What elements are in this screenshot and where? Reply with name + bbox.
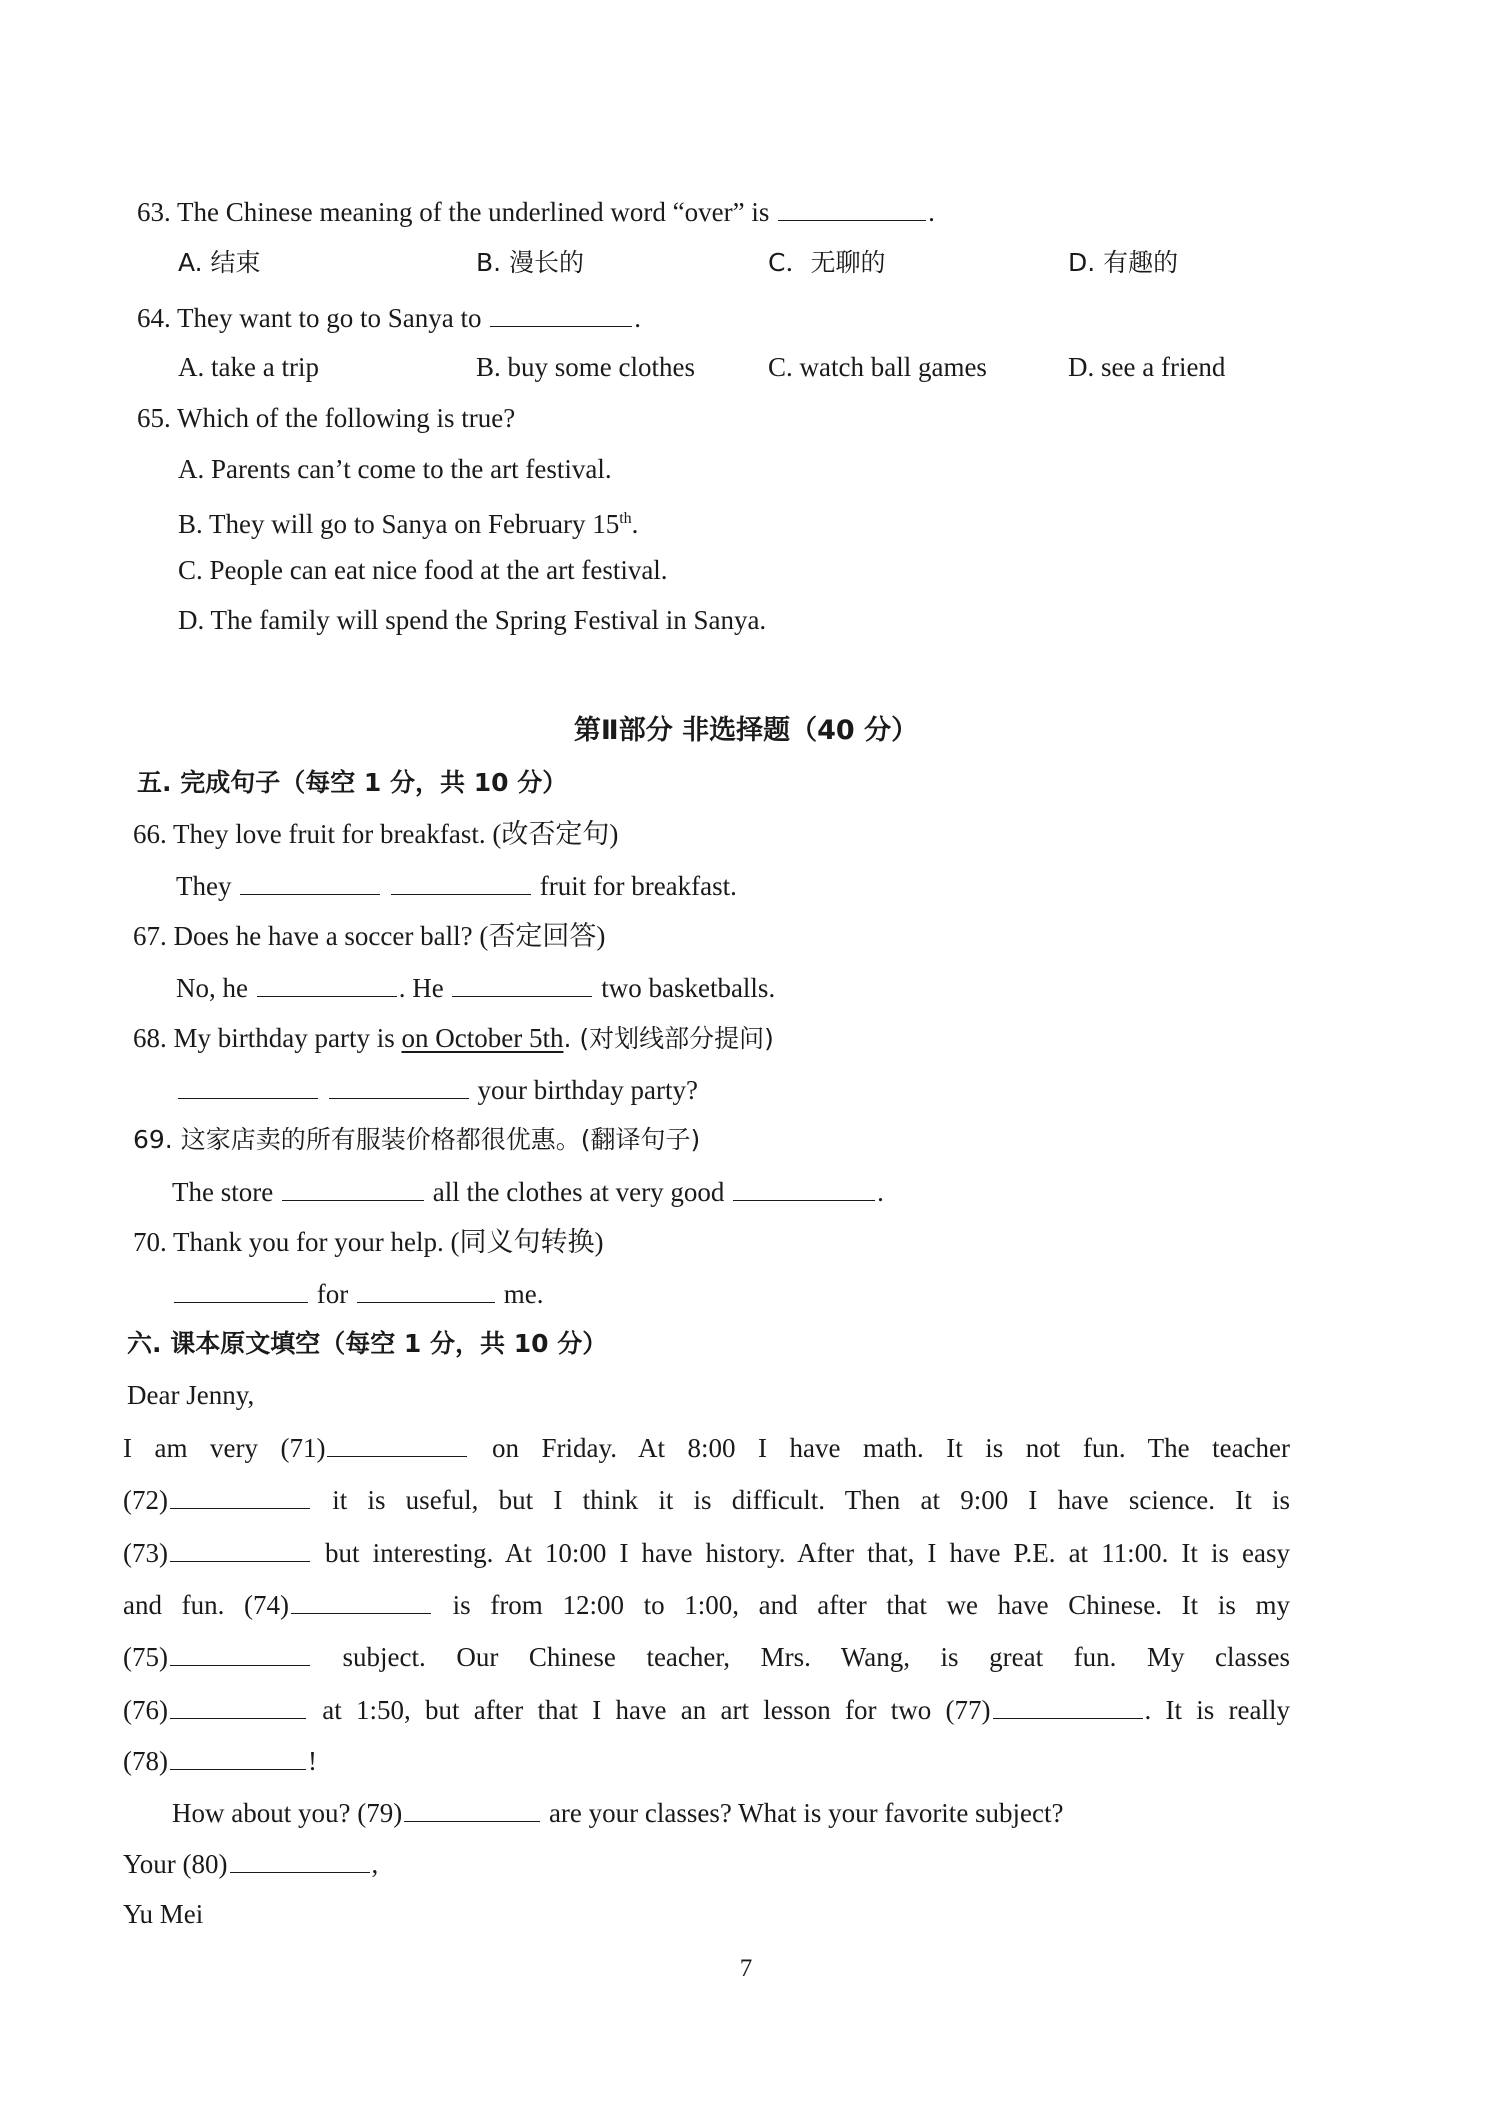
- q65-option-b-text: B. They will go to Sanya on February 15: [178, 509, 620, 539]
- blank-72[interactable]: [170, 1482, 310, 1509]
- blank-80-label: Your (80): [123, 1849, 228, 1879]
- q64-option-c[interactable]: C. watch ball games: [768, 352, 987, 382]
- blank-77[interactable]: [993, 1692, 1143, 1719]
- q69-blank-2[interactable]: [733, 1174, 875, 1201]
- q64-option-d[interactable]: D. see a friend: [1068, 352, 1226, 382]
- q70-answer-line: [172, 1276, 543, 1311]
- q64-stem: [137, 300, 641, 335]
- blank-79[interactable]: [404, 1795, 540, 1822]
- q64-blank[interactable]: [490, 300, 632, 327]
- q63-option-c[interactable]: C．无聊的: [768, 248, 886, 277]
- q63-end: .: [928, 197, 935, 227]
- letter-line-6-text: at 1:50, but after that I have an art lesson for two (77): [307, 1695, 991, 1725]
- q67-prefix: No, he: [176, 973, 248, 1003]
- letter-line-7: [123, 1743, 317, 1778]
- letter-greeting: Dear Jenny,: [127, 1380, 255, 1410]
- blank-79-label: How about you? (79): [172, 1798, 403, 1828]
- q68-blank-2[interactable]: [329, 1072, 469, 1099]
- q63-option-b[interactable]: B. 漫长的: [476, 248, 585, 277]
- q66-blank-2[interactable]: [391, 868, 531, 895]
- letter-line-5: [123, 1639, 1290, 1674]
- q64-option-a[interactable]: A. take a trip: [178, 352, 319, 382]
- q67-blank-1[interactable]: [257, 970, 397, 997]
- q70-middle: for: [316, 1279, 349, 1309]
- q70-end: me.: [503, 1279, 544, 1309]
- q67-blank-2[interactable]: [452, 970, 592, 997]
- blank-72-label: (72): [123, 1485, 168, 1515]
- q67-middle: . He: [398, 973, 444, 1003]
- q64-stem-text: 64. They want to go to Sanya to: [137, 303, 482, 333]
- q65-option-b-sup: th: [619, 510, 632, 527]
- letter-signature: Yu Mei: [123, 1899, 204, 1929]
- q67-stem: 67. Does he have a soccer ball? (否定回答): [133, 921, 606, 951]
- q68-stem: [133, 1021, 774, 1056]
- blank-73[interactable]: [170, 1535, 310, 1562]
- q68-underlined-phrase: on October 5th: [401, 1023, 564, 1053]
- q67-answer-line: [176, 970, 775, 1005]
- q64-end: .: [634, 303, 641, 333]
- blank-73-label: (73): [123, 1538, 168, 1568]
- q65-option-a[interactable]: A. Parents can’t come to the art festival.: [178, 454, 612, 484]
- page-number: 7: [739, 1955, 753, 1982]
- blank-75[interactable]: [170, 1639, 310, 1666]
- q65-stem: 65. Which of the following is true?: [137, 403, 516, 433]
- q66-suffix: fruit for breakfast.: [539, 871, 737, 901]
- blank-75-label: (75): [123, 1642, 168, 1672]
- q69-prefix: The store: [172, 1177, 274, 1207]
- part2-title: 第Ⅱ部分 非选择题（40 分）: [573, 715, 919, 746]
- letter-line-2-text: it is useful, but I think it is difficult. Then at 9:00 I have science. It is: [311, 1485, 1290, 1515]
- blank-71[interactable]: [327, 1430, 467, 1457]
- q66-blank-1[interactable]: [240, 868, 380, 895]
- q70-blank-1[interactable]: [174, 1276, 308, 1303]
- q70-stem: 70. Thank you for your help. (同义句转换): [133, 1227, 604, 1257]
- section6-title: 六. 课本原文填空（每空 1 分，共 10 分）: [127, 1329, 608, 1358]
- q68-blank-1[interactable]: [178, 1072, 318, 1099]
- letter-line-6: [123, 1692, 1290, 1727]
- q63-option-d[interactable]: D. 有趣的: [1068, 248, 1179, 277]
- q68-answer-line: [176, 1072, 698, 1107]
- q67-suffix: two basketballs.: [601, 973, 776, 1003]
- q63-blank[interactable]: [778, 194, 926, 221]
- letter-line-1: [123, 1430, 1290, 1465]
- blank-78-label: (78): [123, 1746, 168, 1776]
- q63-stem-text: 63. The Chinese meaning of the underlined word “over” is: [137, 197, 770, 227]
- q63-stem: [137, 194, 935, 229]
- q65-option-b-end: .: [631, 509, 639, 539]
- q69-answer-line: [172, 1174, 884, 1209]
- letter-line-8-text: are your classes? What is your favorite subject?: [542, 1798, 1064, 1828]
- q63-option-a[interactable]: A. 结束: [178, 248, 261, 277]
- letter-closing: [123, 1846, 378, 1881]
- q69-blank-1[interactable]: [282, 1174, 424, 1201]
- letter-line-3: [123, 1535, 1290, 1570]
- letter-line-2: [123, 1482, 1290, 1517]
- letter-closing-comma: ,: [371, 1849, 379, 1879]
- q65-option-c[interactable]: C. People can eat nice food at the art festival.: [178, 555, 668, 585]
- letter-line-8: [172, 1795, 1064, 1830]
- section5-title: 五. 完成句子（每空 1 分，共 10 分）: [137, 768, 568, 797]
- q64-option-b[interactable]: B. buy some clothes: [476, 352, 695, 382]
- letter-line-4: [123, 1587, 1290, 1622]
- letter-line-5-text: subject. Our Chinese teacher, Mrs. Wang, is great fun. My classes: [311, 1642, 1290, 1672]
- q68-stem-text: 68. My birthday party is: [133, 1023, 402, 1053]
- blank-71-label: I am very (71): [123, 1433, 326, 1463]
- q68-suffix: your birthday party?: [477, 1075, 698, 1105]
- q70-blank-2[interactable]: [357, 1276, 495, 1303]
- letter-line-6-end: . It is really: [1144, 1695, 1291, 1725]
- q68-instruction: . (对划线部分提问): [563, 1024, 774, 1053]
- letter-line-1-text: on Friday. At 8:00 I have math. It is not fun. The teacher: [469, 1433, 1291, 1463]
- blank-76-label: (76): [123, 1695, 168, 1725]
- letter-line-7-end: !: [307, 1746, 317, 1776]
- blank-80[interactable]: [230, 1846, 370, 1873]
- q65-option-b[interactable]: [178, 502, 638, 541]
- letter-line-4-text: is from 12:00 to 1:00, and after that we have Chinese. It is my: [433, 1590, 1290, 1620]
- q66-answer-line: [176, 868, 737, 903]
- blank-76[interactable]: [170, 1692, 306, 1719]
- q69-middle: all the clothes at very good: [432, 1177, 725, 1207]
- letter-line-3-text: but interesting. At 10:00 I have history. After that, I have P.E. at 11:00. It is easy: [311, 1538, 1290, 1568]
- q66-stem: 66. They love fruit for breakfast. (改否定句): [133, 819, 619, 849]
- blank-74-label: and fun. (74): [123, 1590, 290, 1620]
- q65-option-d[interactable]: D. The family will spend the Spring Festival in Sanya.: [178, 605, 767, 635]
- blank-74[interactable]: [291, 1587, 431, 1614]
- q69-end: .: [877, 1177, 884, 1207]
- blank-78[interactable]: [170, 1743, 306, 1770]
- q66-prefix: They: [176, 871, 232, 901]
- q69-stem: 69. 这家店卖的所有服装价格都很优惠。(翻译句子): [133, 1125, 701, 1154]
